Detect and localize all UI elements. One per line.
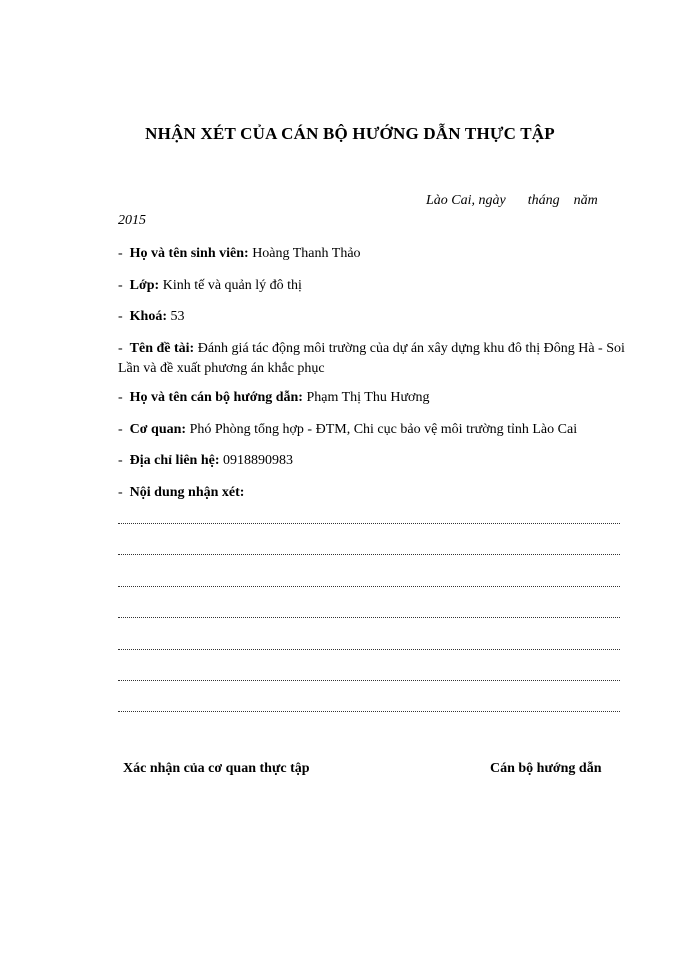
field-label: Họ và tên sinh viên:	[129, 246, 249, 261]
dotted-line	[118, 584, 620, 587]
dotted-line	[118, 615, 620, 618]
field-dash: -	[118, 485, 123, 500]
field-dash: -	[118, 453, 123, 468]
field-label: Lớp:	[129, 278, 160, 293]
field-dash: -	[118, 390, 123, 405]
field-value: Kinh tế và quản lý đô thị	[162, 278, 302, 293]
field-class	[118, 276, 638, 296]
field-value: Phạm Thị Thu Hương	[306, 390, 430, 405]
field-student-name	[118, 244, 638, 264]
field-label: Khoá:	[129, 309, 168, 324]
dotted-line	[118, 709, 620, 712]
field-dash: -	[118, 422, 123, 437]
signature-supervisor-label: Cán bộ hướng dẫn	[490, 761, 602, 776]
date-line	[426, 193, 598, 209]
dotted-line	[118, 678, 620, 681]
field-course	[118, 307, 638, 327]
dotted-line	[118, 552, 620, 555]
field-label: Tên đề tài:	[129, 341, 195, 356]
field-dash: -	[118, 278, 123, 293]
field-value: 0918890983	[223, 453, 294, 468]
field-label: Địa chỉ liên hệ:	[129, 453, 220, 468]
date-year: 2015	[118, 213, 146, 228]
field-label: Họ và tên cán bộ hướng dẫn:	[129, 390, 303, 405]
field-comments	[118, 483, 638, 503]
field-value: Phó Phòng tổng hợp - ĐTM, Chi cục bảo vệ môi trường tỉnh Lào Cai	[189, 422, 578, 437]
date-place: Lào Cai, ngày	[426, 193, 506, 208]
field-dash: -	[118, 341, 123, 356]
field-label: Nội dung nhận xét:	[129, 485, 245, 500]
field-agency	[118, 420, 638, 440]
field-label: Cơ quan:	[129, 422, 187, 437]
date-year-label: năm	[573, 193, 598, 208]
field-supervisor	[118, 388, 638, 408]
date-month-label: tháng	[527, 193, 560, 208]
field-contact	[118, 451, 638, 471]
field-topic	[118, 339, 638, 379]
dotted-line	[118, 647, 620, 650]
field-value: Hoàng Thanh Thảo	[252, 246, 361, 261]
field-value: 53	[170, 309, 185, 324]
dotted-line	[118, 521, 620, 524]
field-value: Đánh giá tác động môi trường của dự án xây dựng khu đô thị Đông Hà - Soi Lần và đề xuất phương án khắc phục	[118, 341, 625, 376]
field-dash: -	[118, 246, 123, 261]
field-dash: -	[118, 309, 123, 324]
page-title: NHẬN XÉT CỦA CÁN BỘ HƯỚNG DẪN THỰC TẬP	[145, 124, 555, 143]
signature-agency-label: Xác nhận của cơ quan thực tập	[123, 761, 310, 776]
